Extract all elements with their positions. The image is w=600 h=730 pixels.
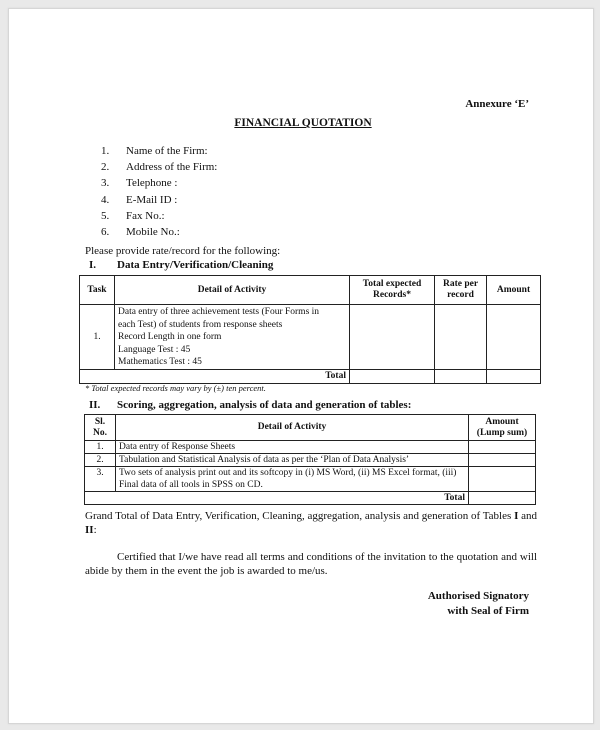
table-row — [80, 305, 541, 370]
activity-detail — [115, 305, 350, 370]
grand-total-colon: : — [93, 524, 97, 536]
col-header-amount — [469, 415, 536, 441]
total-records-cell — [350, 305, 435, 370]
row-number: 3. — [85, 467, 116, 492]
grand-total-text — [85, 509, 537, 537]
list-item — [101, 175, 217, 191]
amount-total — [469, 492, 536, 505]
list-item — [101, 224, 217, 240]
grand-total-ref-2: II — [85, 524, 94, 536]
detail-line: Data entry of three achievement tests (Four Forms in — [118, 307, 320, 317]
section-2-title: Scoring, aggregation, analysis of data and generation of tables: — [117, 399, 412, 411]
signatory-line-2: with Seal of Firm — [447, 605, 529, 617]
row-amount — [469, 467, 536, 492]
col-header-total-records: Total expected Records* — [350, 276, 435, 305]
section-2-numeral: II. — [89, 399, 101, 411]
amount-header-line: (Lump sum) — [476, 427, 528, 438]
table-row — [85, 454, 536, 467]
table-row — [85, 467, 536, 492]
list-item-label: Fax No.: — [126, 209, 165, 222]
list-item-number: 4. — [101, 193, 110, 206]
list-item-number: 2. — [101, 161, 110, 174]
col-header-detail: Detail of Activity — [116, 415, 469, 441]
signatory-block — [428, 589, 529, 619]
list-item — [101, 143, 217, 159]
detail-line: Record Length in one form — [118, 332, 222, 342]
amount-header-line: Amount — [485, 416, 519, 427]
row-detail: Two sets of analysis print out and its softcopy in (i) MS Word, (ii) MS Excel format, (iii) Final data of all tools in SPSS on CD. — [116, 467, 469, 492]
grand-total-and: and — [518, 510, 537, 522]
document-page — [8, 8, 594, 724]
col-header-task: Task — [80, 276, 115, 305]
amount-total — [487, 369, 541, 383]
section-1-heading — [89, 259, 273, 271]
total-row — [80, 369, 541, 383]
list-item-number: 3. — [101, 177, 110, 190]
col-header-rate: Rate per record — [435, 276, 487, 305]
page-title-text: FINANCIAL QUOTATION — [234, 117, 372, 129]
detail-line: Language Test : 45 — [118, 344, 191, 355]
firm-details-list — [101, 143, 217, 240]
list-item-number: 6. — [101, 226, 110, 239]
row-number: 2. — [85, 454, 116, 467]
task-number: 1. — [80, 305, 115, 370]
row-number: 1. — [85, 441, 116, 454]
sl-header-line: No. — [93, 427, 107, 438]
table-header-row — [80, 276, 541, 305]
signatory-line-1: Authorised Signatory — [427, 590, 529, 602]
list-item — [101, 208, 217, 224]
list-item-label: Mobile No.: — [126, 226, 180, 239]
list-item-number: 5. — [101, 209, 110, 222]
data-entry-table — [79, 275, 541, 384]
detail-line: Mathematics Test : 45 — [118, 357, 202, 367]
row-amount — [469, 454, 536, 467]
section-1-title: Data Entry/Verification/Cleaning — [117, 259, 274, 271]
rate-cell — [435, 305, 487, 370]
col-header-sl-no — [85, 415, 116, 441]
grand-total-body: Grand Total of Data Entry, Verification, Cleaning, aggregation, analysis and generation of Tables — [85, 510, 515, 522]
certification-paragraph — [85, 550, 537, 578]
certification-text: Certified that I/we have read all terms and conditions of the invitation to the quotation and will abide by them in the event the job is awarded to me/us. — [85, 551, 537, 577]
col-header-amount: Amount — [487, 276, 541, 305]
list-item-number: 1. — [101, 145, 110, 157]
total-row — [85, 492, 536, 505]
rate-total — [435, 369, 487, 383]
table-header-row — [85, 415, 536, 441]
provide-instruction: Please provide rate/record for the following: — [85, 245, 281, 257]
row-amount — [469, 441, 536, 454]
section-1-numeral: I. — [89, 259, 97, 271]
total-records-total — [350, 369, 435, 383]
sl-header-line: Sl. — [94, 416, 106, 427]
grand-total-ref-1: I — [514, 510, 519, 522]
total-label: Total — [85, 492, 469, 505]
list-item-label: Address of the Firm: — [126, 161, 218, 174]
analysis-table — [84, 414, 536, 505]
total-label: Total — [80, 369, 350, 383]
amount-cell — [487, 305, 541, 370]
detail-line: each Test) of students from response sheets — [118, 319, 283, 330]
page-title — [9, 117, 593, 129]
list-item-label: E-Mail ID : — [126, 193, 178, 206]
col-header-detail: Detail of Activity — [115, 276, 350, 305]
list-item — [101, 192, 217, 208]
records-footnote: * Total expected records may vary by (±) ten percent. — [85, 383, 266, 393]
annexure-label: Annexure ‘E’ — [465, 98, 529, 110]
row-detail: Tabulation and Statistical Analysis of data as per the ‘Plan of Data Analysis’ — [116, 454, 469, 467]
row-detail: Data entry of Response Sheets — [116, 441, 469, 454]
table-row — [85, 441, 536, 454]
list-item-label: Name of the Firm: — [126, 145, 208, 157]
list-item — [101, 159, 217, 175]
list-item-label: Telephone : — [126, 177, 178, 190]
section-2-heading — [89, 399, 411, 411]
